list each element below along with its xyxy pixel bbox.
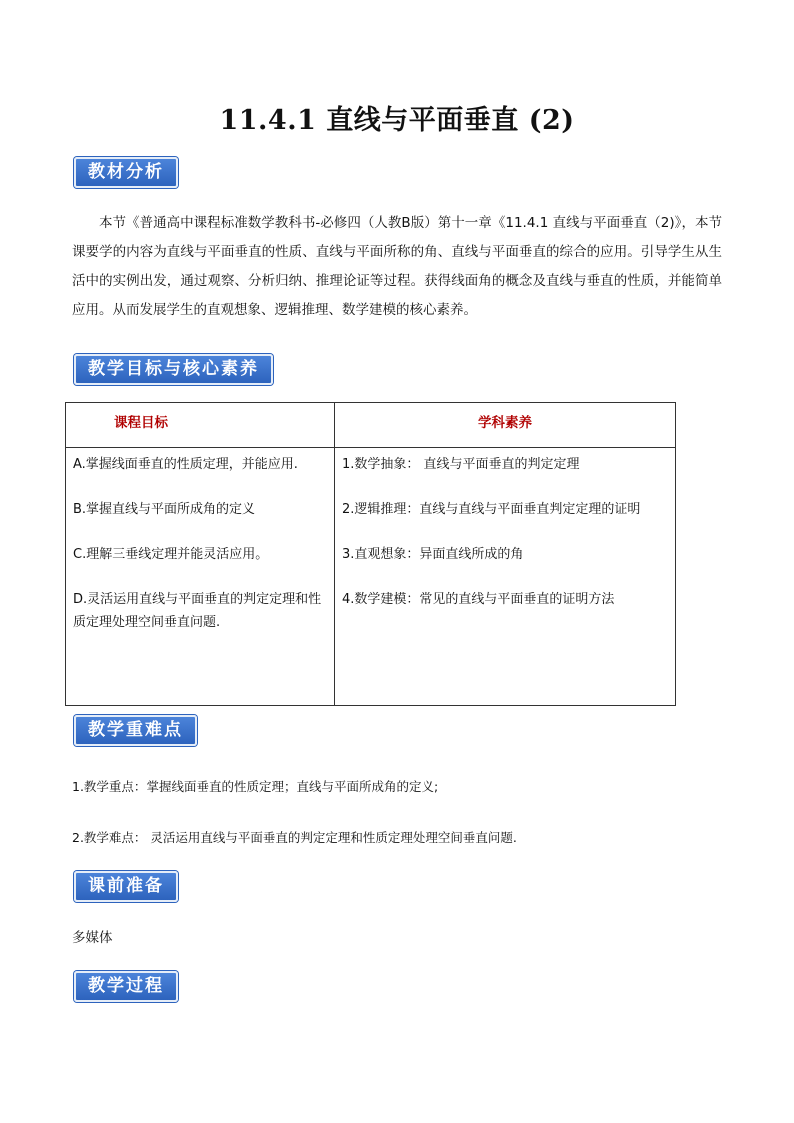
course-goal-item: D.灵活运用直线与平面垂直的判定定理和性质定理处理空间垂直问题. (73, 592, 322, 630)
analysis-paragraph: 本节《普通高中课程标准数学教科书-必修四（人教B版）第十一章《11.4.1 直线与平面垂直（2)》，本节课要学的内容为直线与平面垂直的性质、直线与平面所称的角、直线与平面垂直的综合的应用。引导学生从生活中的实例出发，通过观察、分析归纳、推理论证等过程。获得线面角的概念及直线与垂直的性质，并能简单应用。从而发展学生的直观想象、逻辑推理、数学建模的核心素养。 (72, 215, 722, 318)
literacy-item: 1.数学抽象： 直线与平面垂直的判定定理 (342, 457, 580, 472)
section-badge-prep: 课前准备 (74, 871, 178, 902)
page-title: 11.4.1 直线与平面垂直 (2) (219, 105, 575, 136)
course-goal-item: B.掌握直线与平面所成角的定义 (73, 502, 256, 517)
course-goal-item: A.掌握线面垂直的性质定理，并能应用. (73, 457, 298, 472)
difficult-point-label: 2.教学难点： (72, 830, 147, 845)
difficult-point-text: 灵活运用直线与平面垂直的判定定理和性质定理处理空间垂直问题. (146, 830, 517, 845)
section-badge-process: 教学过程 (74, 971, 178, 1002)
key-point-line (72, 777, 438, 795)
course-goal-item: C.理解三垂线定理并能灵活应用。 (73, 547, 269, 562)
literacy-item: 4.数学建模：常见的直线与平面垂直的证明方法 (342, 592, 615, 607)
difficult-point-line (72, 828, 517, 846)
course-goals-cell (66, 448, 335, 706)
prep-text: 多媒体 (72, 930, 113, 946)
literacy-item: 2.逻辑推理：直线与直线与平面垂直判定定理的证明 (342, 502, 641, 517)
literacy-cell (335, 448, 676, 706)
goals-table-header-row (66, 403, 676, 448)
literacy-item: 3.直观想象：异面直线所成的角 (342, 547, 524, 562)
key-point-text: 掌握线面垂直的性质定理；直线与平面所成角的定义; (146, 779, 439, 794)
goals-table-body-row (66, 448, 676, 706)
section-badge-analysis: 教材分析 (74, 157, 178, 188)
key-point-label: 1.教学重点： (72, 779, 147, 794)
goals-table (65, 402, 676, 706)
section-badge-keypoints: 教学重难点 (74, 715, 197, 746)
section-badge-goals: 教学目标与核心素养 (74, 354, 273, 385)
goals-header-right: 学科素养 (335, 403, 676, 448)
goals-header-left: 课程目标 (66, 403, 335, 448)
